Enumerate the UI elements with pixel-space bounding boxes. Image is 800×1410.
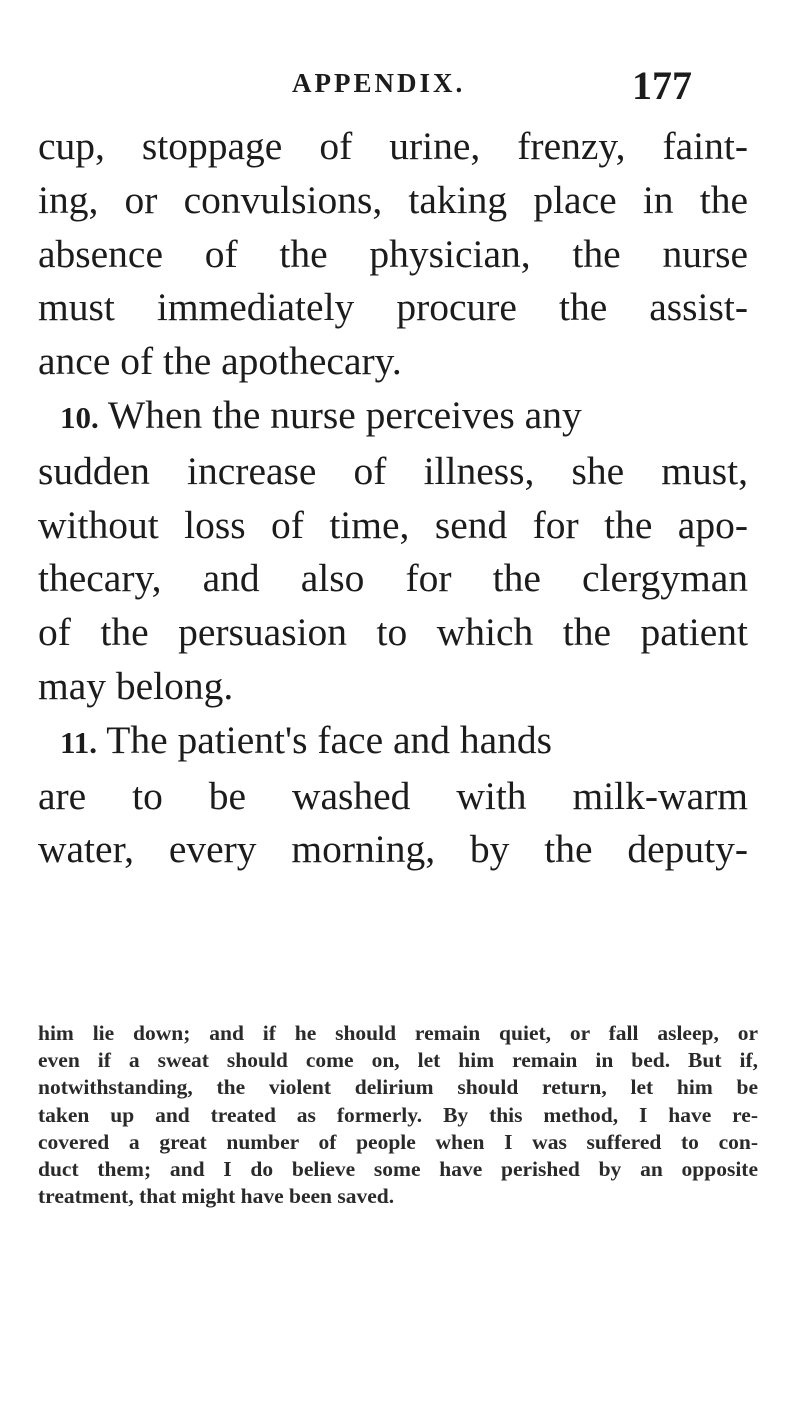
text-line-content: The patient's face and hands — [106, 717, 553, 762]
text-line: must immediately procure the assist- — [38, 285, 748, 330]
paragraph-number: 11. — [60, 724, 98, 760]
footnote-line: even if a sweat should come on, let him remain in bed. But if, — [38, 1048, 758, 1073]
paragraph-10 — [38, 389, 748, 714]
footnote-line: duct them; and I do believe some have perished by an opposite — [38, 1157, 758, 1182]
text-line: sudden increase of illness, she must, — [38, 448, 748, 493]
text-line: ance of the apothecary. — [38, 339, 402, 384]
text-line: without loss of time, send for the apo- — [38, 502, 748, 547]
page-number: 177 — [632, 63, 692, 108]
paragraph-11 — [38, 714, 748, 877]
footnote-line: him lie down; and if he should remain quiet, or fall asleep, or — [38, 1021, 758, 1045]
text-line — [38, 389, 748, 445]
footnote-line: notwithstanding, the violent delirium should return, let him be — [38, 1075, 758, 1100]
running-title: APPENDIX. — [292, 68, 466, 98]
text-line: of the persuasion to which the patient — [38, 610, 748, 655]
main-text — [38, 120, 748, 877]
page-header — [0, 60, 800, 110]
text-line: thecary, and also for the clergyman — [38, 556, 748, 601]
text-line: are to be washed with milk-warm — [38, 773, 748, 818]
footnote-line: treatment, that might have been saved. — [38, 1184, 395, 1209]
text-line: may belong. — [38, 663, 234, 708]
text-line-content: When the nurse perceives any — [107, 392, 582, 437]
footnote-line: taken up and treated as formerly. By this method, I have re- — [38, 1102, 758, 1127]
text-line: absence of the physician, the nurse — [38, 231, 748, 276]
text-line: ing, or convulsions, taking place in the — [38, 177, 748, 222]
text-line — [38, 714, 748, 770]
paragraph-continued — [38, 120, 748, 389]
text-line: cup, stoppage of urine, frenzy, faint- — [38, 124, 748, 168]
text-line: water, every morning, by the deputy- — [38, 827, 748, 872]
paragraph-number: 10. — [60, 399, 99, 435]
footnote-block — [38, 1020, 758, 1210]
footnote-line: covered a great number of people when I was suffered to con- — [38, 1129, 758, 1154]
